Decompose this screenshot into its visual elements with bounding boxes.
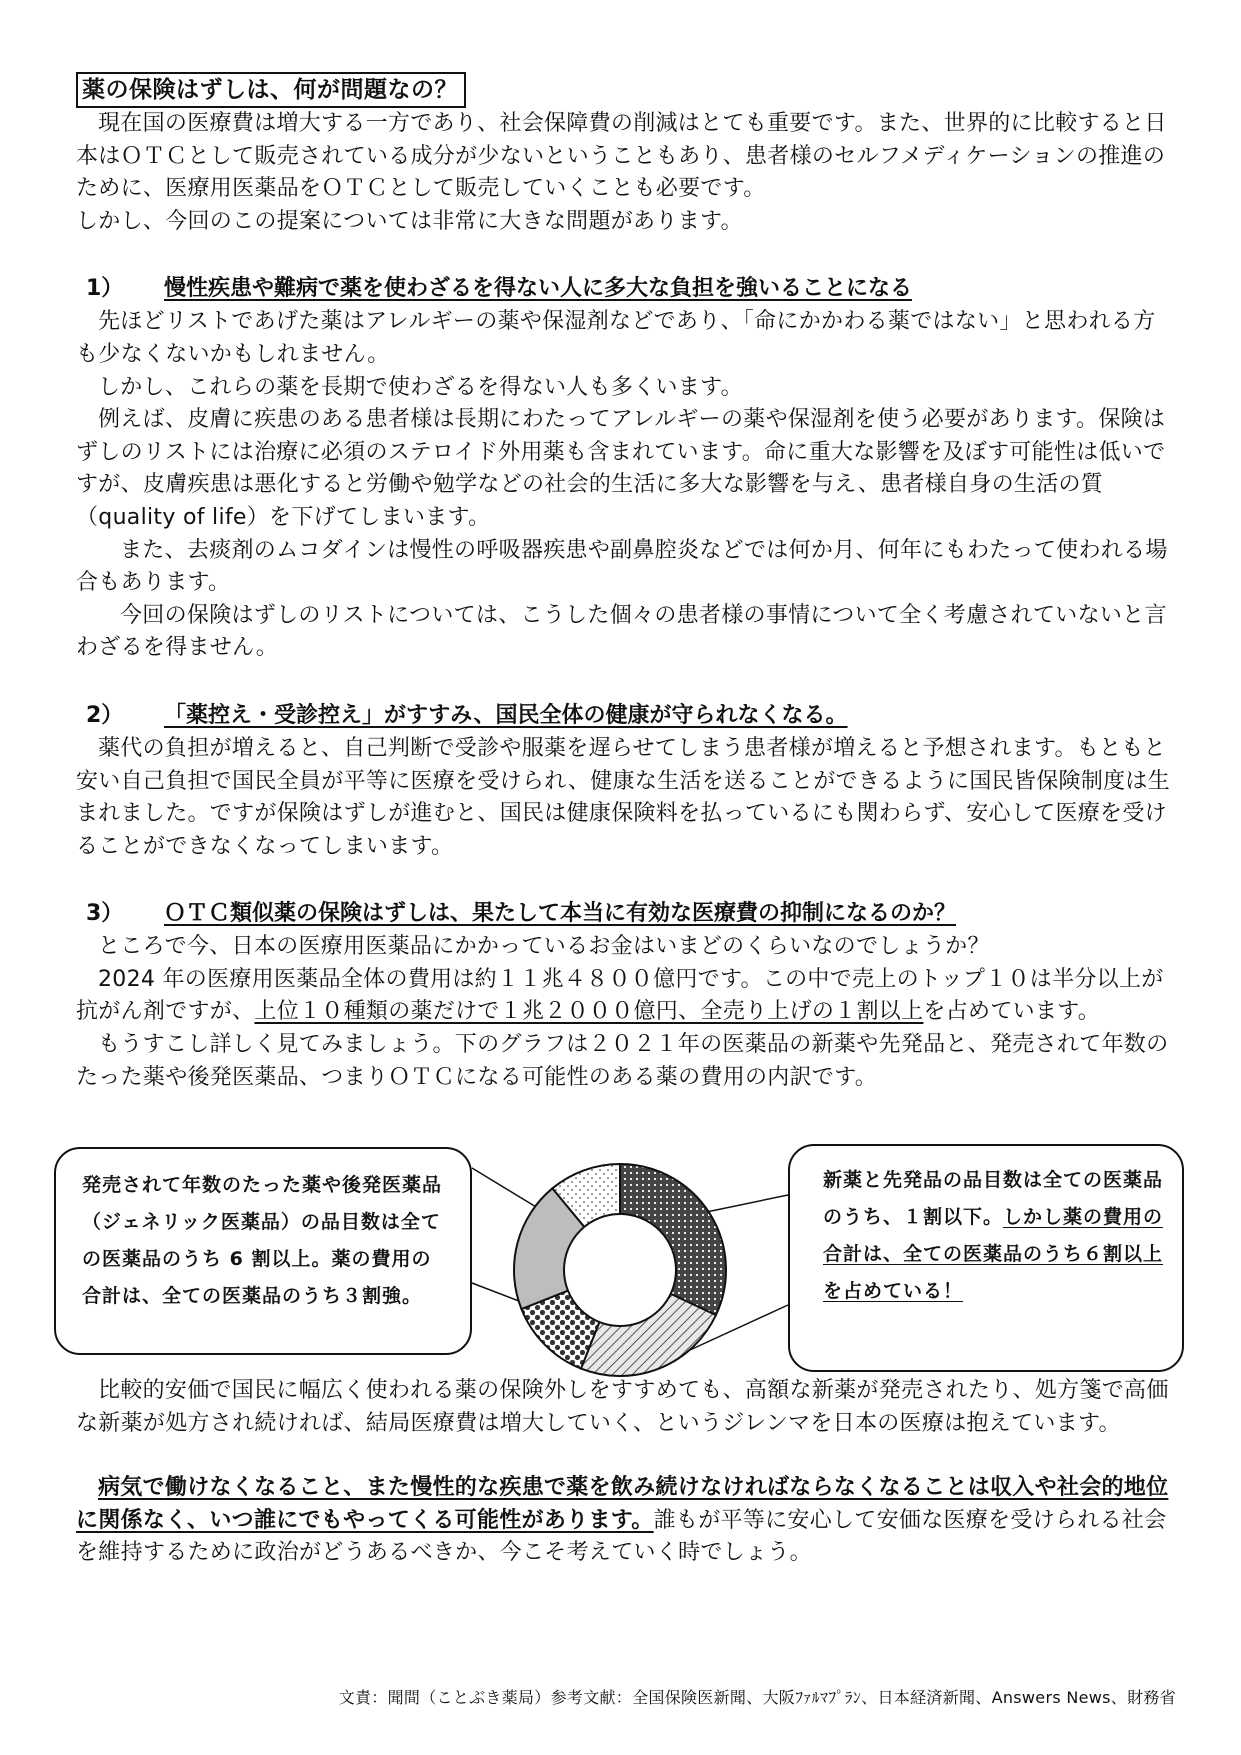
pointer-left-gray bbox=[472, 1168, 546, 1213]
donut-slices bbox=[514, 1164, 726, 1376]
section3-p2-post: を占めています。 bbox=[923, 999, 1101, 1025]
section2-number: 2） bbox=[86, 702, 124, 728]
callout-generic: 発売されて年数のたった薬や後発医薬品（ジェネリック医薬品）の品目数は全ての医薬品のうち 6 割以上。薬の費用の合計は、全ての医薬品のうち３割強。 bbox=[54, 1147, 472, 1355]
donut-slice-1 bbox=[620, 1164, 726, 1315]
closing-paragraph-1: 比較的安価で国民に幅広く使われる薬の保険外しをすすめても、高額な新薬が発売されたり、処方箋で高価な新薬が処方され続ければ、結局医療費は増大していく、というジレンマを日本の医療は抱えています。 bbox=[76, 1378, 1169, 1436]
section1-paragraph-3: 例えば、皮膚に疾患のある患者様は長期にわたってアレルギーの薬や保湿剤を使う必要があります。保険はずしのリストには治療に必須のステロイド外用薬も含まれています。命に重大な影響を及ぼす可能性は低いですが、皮膚疾患は悪化すると労働や勉学などの社会的生活に多大な影響を与え、患者様自身の生活の質（quality of life）を下げてしまいます。 bbox=[76, 407, 1166, 530]
intro bbox=[76, 108, 1176, 238]
section1-title: 慢性疾患や難病で薬を使わざるを得ない人に多大な負担を強いることになる bbox=[164, 276, 913, 302]
donut-hole bbox=[564, 1214, 676, 1326]
section1-body bbox=[76, 306, 1176, 665]
closing-section bbox=[76, 1375, 1176, 1570]
section3-body bbox=[76, 931, 1176, 1094]
callout-new-drugs bbox=[788, 1144, 1184, 1372]
section1-number: 1） bbox=[86, 276, 124, 302]
section1-heading bbox=[76, 272, 1176, 306]
section1-paragraph-4: また、去痰剤のムコダインは慢性の呼吸器疾患や副鼻腔炎などでは何か月、何年にもわたって使われる場合もあります。 bbox=[76, 537, 1168, 596]
section3-paragraph-3: もうすこし詳しく見てみましょう。下のグラフは２０２１年の医薬品の新薬や先発品と、発売されて年数のたった薬や後発医薬品、つまりＯＴＣになる可能性のある薬の費用の内訳です。 bbox=[76, 1032, 1169, 1090]
section3-p2-underline: 上位１０種類の薬だけで１兆２０００億円、全売り上げの１割以上 bbox=[254, 999, 924, 1025]
section1-paragraph-2: しかし、これらの薬を長期で使わざるを得ない人も多くいます。 bbox=[98, 374, 743, 400]
document-title: 薬の保険はずしは、何が問題なの？ bbox=[76, 72, 466, 108]
section1-paragraph-1: 先ほどリストであげた薬はアレルギーの薬や保湿剤などであり、「命にかかわる薬ではない」と思われる方も少なくないかもしれません。 bbox=[76, 309, 1156, 367]
section1-paragraph-5: 今回の保険はずしのリストについては、こうした個々の患者様の事情について全く考慮されていないと言わざるを得ません。 bbox=[76, 602, 1167, 661]
closing-paragraph-2 bbox=[76, 1472, 1176, 1570]
section3-title: ＯＴＣ類似薬の保険はずしは、果たして本当に有効な医療費の抑制になるのか？ bbox=[164, 901, 957, 927]
intro-paragraph-1: 現在国の医療費は増大する一方であり、社会保障費の削減はとても重要です。また、世界的に比較すると日本はＯＴＣとして販売されている成分が少ないということもあり、患者様のセルフメディケーションの推進のために、医療用医薬品をＯＴＣとして販売していくことも必要です。 bbox=[76, 111, 1167, 202]
pointer-left-checker bbox=[472, 1283, 524, 1303]
document-body bbox=[76, 72, 1176, 1094]
closing-emphasis: 病気で働けなくなること、また慢性的な疾患で薬を飲み続けなければならなくなることは収入や社会的地位に関係なく、いつ誰にでもやってくる可能性があります。 bbox=[76, 1475, 1169, 1533]
callout-new-drugs-line2: しかし薬の費用の合計は、全ての医薬品のうち６割以上を占めている！ bbox=[823, 1206, 1164, 1302]
section2-body bbox=[76, 733, 1176, 863]
section3-number: 3） bbox=[86, 901, 124, 927]
section2-title: 「薬控え・受診控え」がすすみ、国民全体の健康が守られなくなる。 bbox=[164, 702, 848, 728]
section3-paragraph-1: ところで今、日本の医療用医薬品にかかっているお金はいまどのくらいなのでしょうか？ bbox=[98, 934, 990, 960]
section2-heading bbox=[76, 699, 1176, 733]
section3-p2-pre: 2024 年の医療用医薬品全体の費用は約１１兆４８００億円です。この中で売上のトップ１０は半分以上が抗がん剤ですが、 bbox=[76, 966, 1164, 1025]
section3-paragraph-2 bbox=[76, 964, 1176, 1029]
section2-paragraph-1: 薬代の負担が増えると、自己判断で受診や服薬を遅らせてしまう患者様が増えると予想されます。もともと安い自己負担で国民全員が平等に医療を受けられ、健康な生活を送ることができるように国民皆保険制度は生まれました。ですが保険はずしが進むと、国民は健康保険料を払っているにも関わらず、安心して医療を受けることができなくなってしまいます。 bbox=[76, 735, 1171, 859]
footer-references: 文責：聞間（ことぶき薬局）参考文献：全国保険医新聞、大阪ﾌｧﾙﾏﾌﾟﾗﾝ、日本経済新聞、Answers News、財務省 bbox=[338, 1688, 1176, 1707]
callout-new-drugs-line1: 新薬と先発品の品目数は全ての医薬品のうち、１割以下。 bbox=[823, 1169, 1164, 1228]
section3-heading bbox=[76, 897, 1176, 931]
donut-slice-4 bbox=[514, 1188, 620, 1309]
donut-slice-3 bbox=[521, 1270, 620, 1369]
pointer-right-diagonal bbox=[690, 1305, 788, 1350]
intro-paragraph-2: しかし、今回のこの提案については非常に大きな問題があります。 bbox=[76, 208, 743, 234]
pointer-right-dots bbox=[692, 1195, 788, 1215]
donut-slice-2 bbox=[581, 1270, 716, 1376]
donut-slice-5 bbox=[552, 1164, 620, 1270]
donut-chart bbox=[490, 1140, 750, 1400]
closing-rest: 誰もが平等に安心して安価な医療を受けられる社会を維持するために政治がどうあるべきか、今こそ考えていく時でしょう。 bbox=[76, 1507, 1167, 1566]
